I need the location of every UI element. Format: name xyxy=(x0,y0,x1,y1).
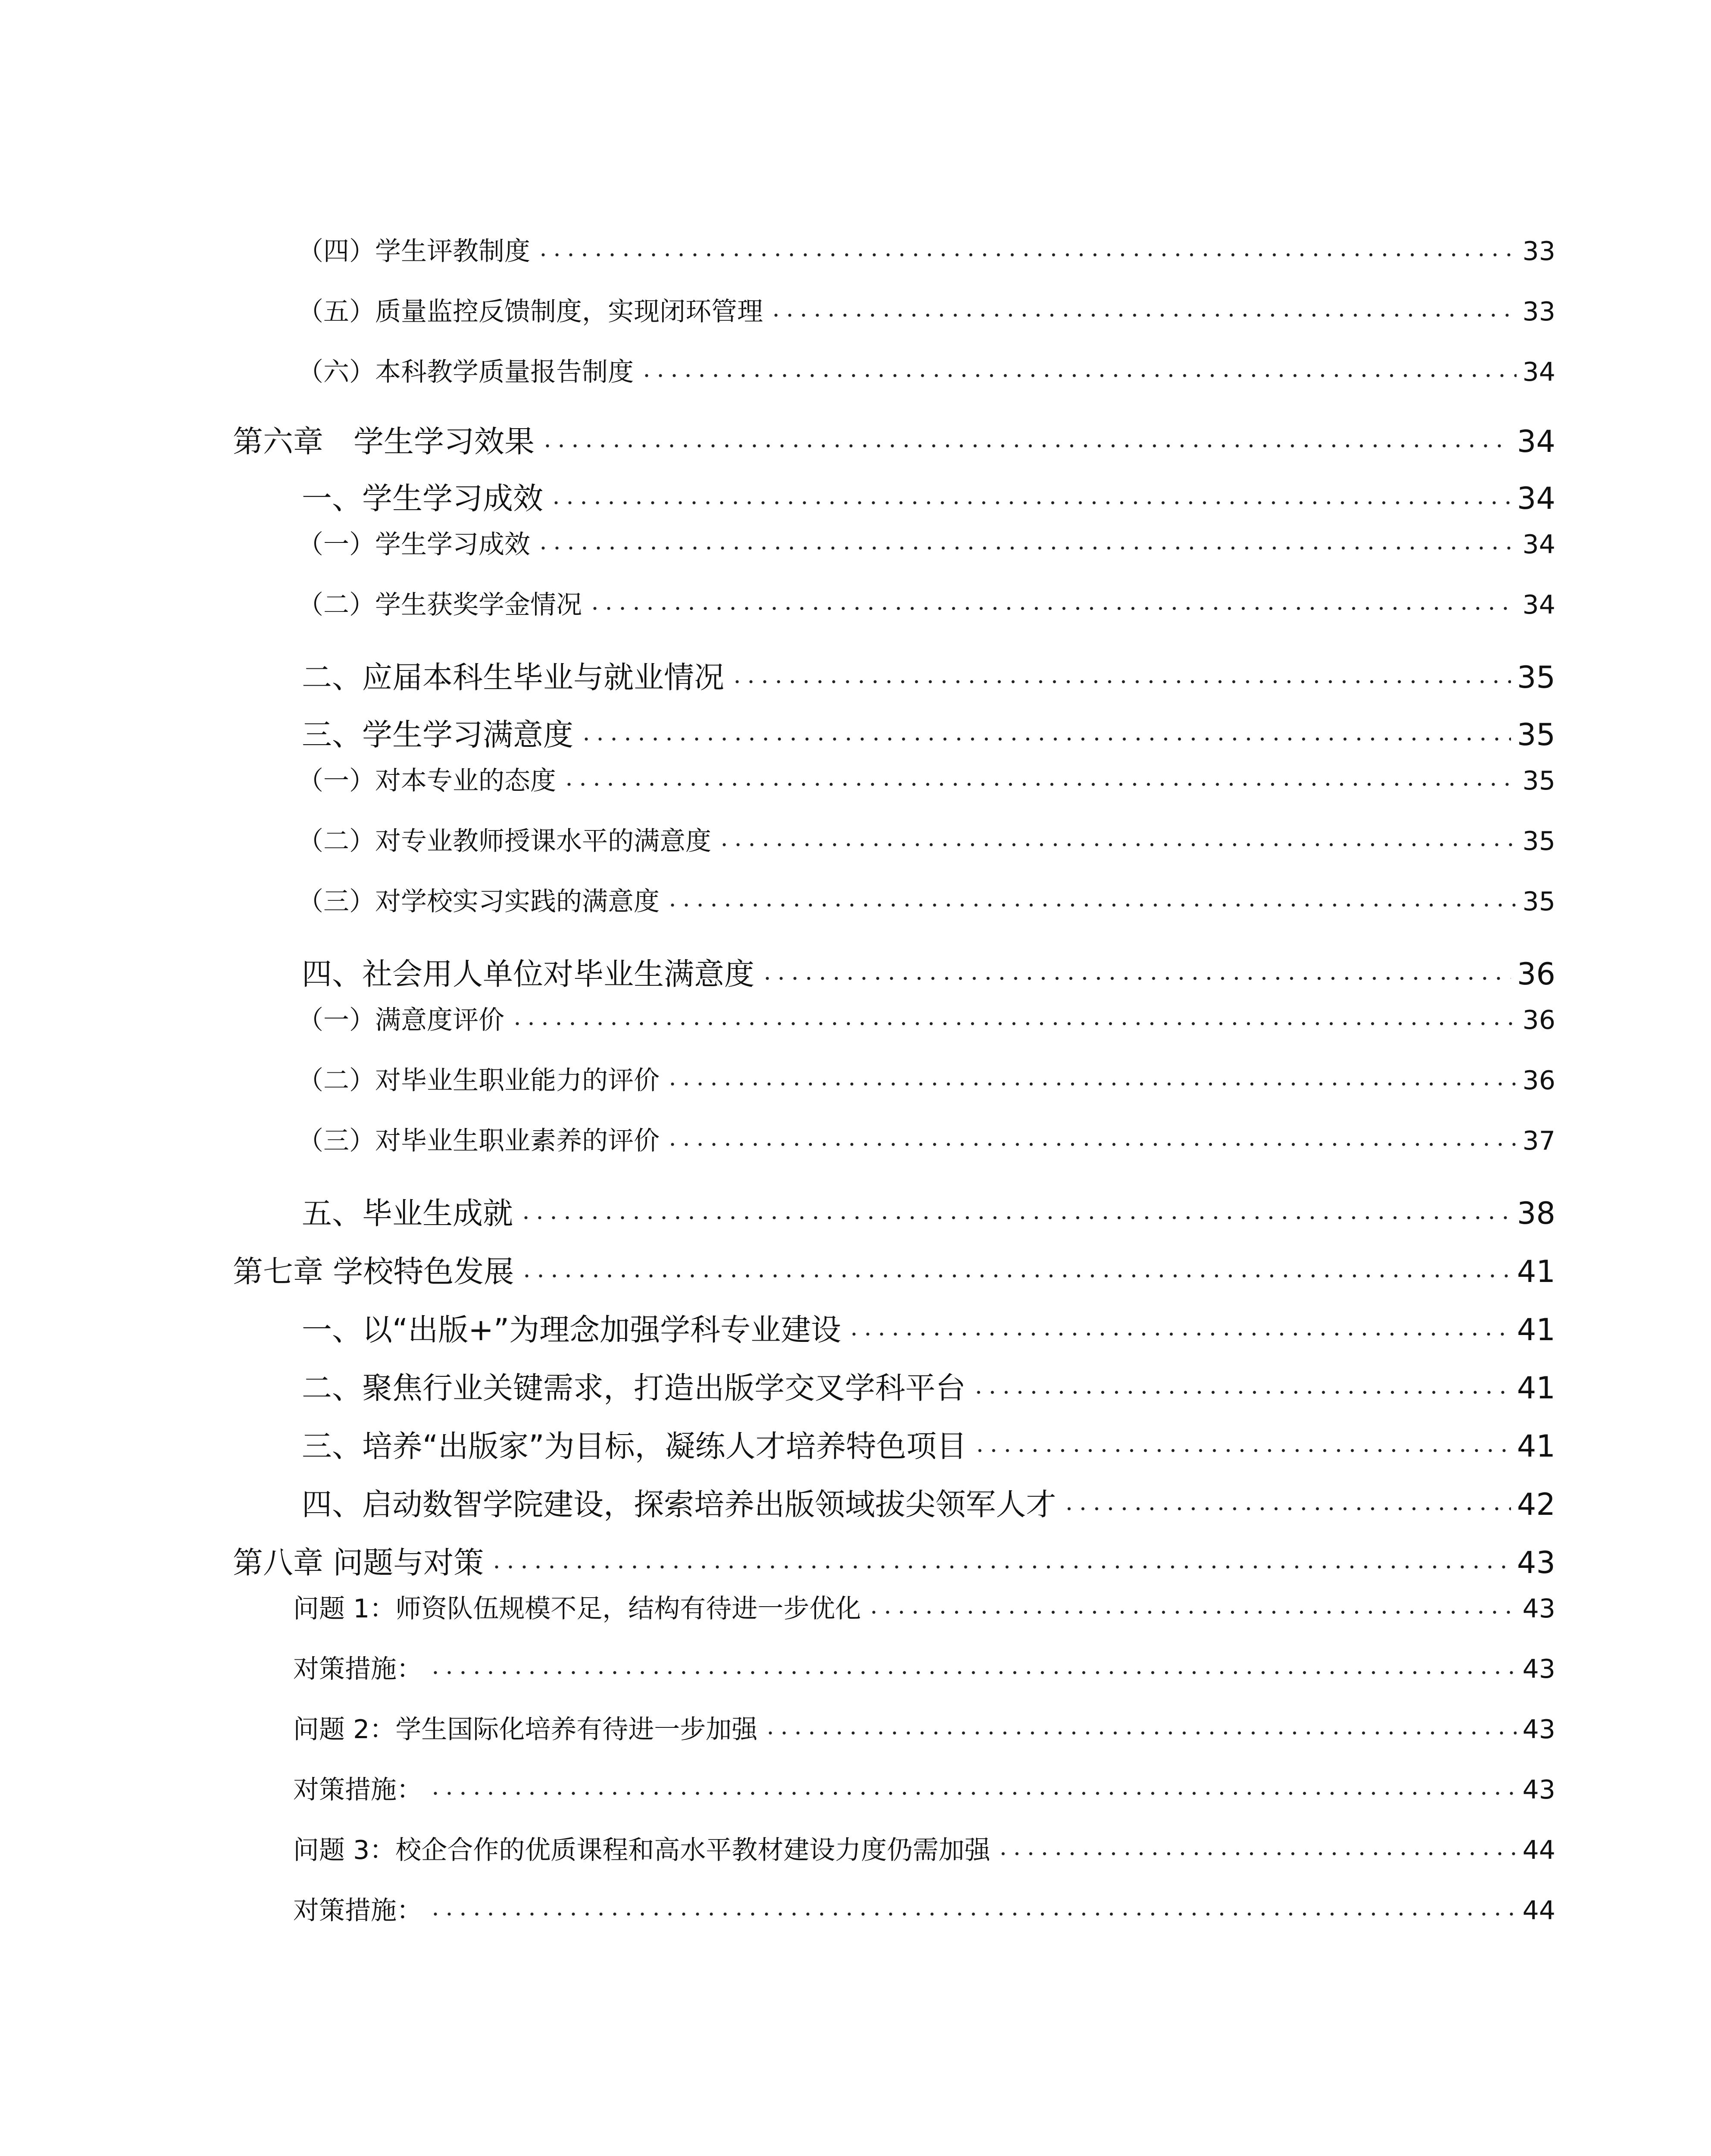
dot-leader xyxy=(763,1712,1516,1738)
toc-entry[interactable] xyxy=(302,1422,1555,1466)
toc-entry[interactable] xyxy=(293,1648,1555,1686)
toc-entry-page-number: 41 xyxy=(1517,1254,1555,1289)
toc-entry-page-number: 34 xyxy=(1522,357,1555,387)
toc-entry[interactable] xyxy=(302,711,1555,754)
toc-entry-title: 三、培养“出版家”为目标，凝练人才培养特色项目 xyxy=(302,1429,967,1464)
toc-entry[interactable] xyxy=(297,1000,1555,1037)
toc-entry-page-number: 36 xyxy=(1522,1065,1555,1096)
toc-entry-title: 二、聚焦行业关键需求，打造出版学交叉学科平台 xyxy=(302,1370,966,1406)
dot-leader xyxy=(536,527,1517,553)
dot-leader xyxy=(666,884,1517,910)
toc-entry-page-number: 35 xyxy=(1522,766,1555,796)
toc-entry[interactable] xyxy=(297,881,1555,918)
toc-entry[interactable] xyxy=(297,231,1555,268)
toc-entry-title: 二、应届本科生毕业与就业情况 xyxy=(302,660,724,695)
dot-leader xyxy=(666,1063,1517,1089)
dot-leader xyxy=(519,1194,1511,1224)
toc-entry-page-number: 43 xyxy=(1522,1775,1555,1805)
toc-entry[interactable] xyxy=(302,653,1555,697)
toc-entry-title: 第六章 学生学习效果 xyxy=(233,424,535,459)
dot-leader xyxy=(490,1543,1511,1573)
toc-entry-page-number: 34 xyxy=(1522,590,1555,620)
toc-entry[interactable] xyxy=(297,291,1555,328)
toc-entry[interactable] xyxy=(302,1480,1555,1524)
toc-entry[interactable] xyxy=(297,1060,1555,1097)
dot-leader xyxy=(867,1592,1516,1617)
toc-entry-title: 一、以“出版+”为理念加强学科专业建设 xyxy=(302,1312,841,1348)
toc-entry-title: （三）对毕业生职业素养的评价 xyxy=(297,1126,660,1156)
toc-entry-page-number: 33 xyxy=(1522,236,1555,266)
dot-leader xyxy=(541,422,1511,452)
toc-entry-title: （二）对毕业生职业能力的评价 xyxy=(297,1065,660,1096)
toc-entry-page-number: 41 xyxy=(1517,1370,1555,1406)
toc-entry[interactable] xyxy=(297,524,1555,561)
toc-entry-title: （一）对本专业的态度 xyxy=(297,766,556,796)
toc-entry-page-number: 43 xyxy=(1522,1594,1555,1624)
toc-entry-title: （一）学生学习成效 xyxy=(297,530,530,560)
toc-entry-page-number: 34 xyxy=(1517,424,1555,459)
toc-entry-page-number: 38 xyxy=(1517,1196,1555,1231)
toc-entry-title: 对策措施： xyxy=(293,1654,422,1684)
dot-leader xyxy=(549,479,1511,509)
toc-entry-title: 三、学生学习满意度 xyxy=(302,717,573,752)
dot-leader xyxy=(972,1368,1511,1398)
toc-entry-page-number: 34 xyxy=(1522,530,1555,560)
toc-entry-page-number: 43 xyxy=(1522,1654,1555,1684)
toc-entry-page-number: 35 xyxy=(1517,717,1555,752)
dot-leader xyxy=(536,234,1517,260)
dot-leader xyxy=(760,954,1511,984)
toc-entry[interactable] xyxy=(293,1830,1555,1867)
dot-leader xyxy=(973,1426,1511,1457)
toc-entry-title: （二）对专业教师授课水平的满意度 xyxy=(297,826,711,856)
toc-entry[interactable] xyxy=(293,1588,1555,1625)
toc-entry-page-number: 43 xyxy=(1522,1714,1555,1745)
toc-entry-page-number: 33 xyxy=(1522,297,1555,327)
toc-entry-page-number: 35 xyxy=(1522,826,1555,856)
dot-leader xyxy=(579,715,1511,745)
toc-entry-page-number: 36 xyxy=(1522,1005,1555,1035)
toc-entry-title: 第八章 问题与对策 xyxy=(233,1545,484,1580)
toc-entry-page-number: 37 xyxy=(1522,1126,1555,1156)
dot-leader xyxy=(510,1003,1517,1029)
toc-entry-page-number: 44 xyxy=(1522,1835,1555,1865)
toc-entry[interactable] xyxy=(297,584,1555,621)
toc-entry-page-number: 35 xyxy=(1517,660,1555,695)
toc-entry-title: 问题 1：师资队伍规模不足，结构有待进一步优化 xyxy=(293,1594,861,1624)
toc-entry[interactable] xyxy=(297,821,1555,858)
toc-entry-title: 四、启动数智学院建设，探索培养出版领域拔尖领军人才 xyxy=(302,1487,1056,1522)
dot-leader xyxy=(429,1893,1517,1919)
toc-entry-title: （二）学生获奖学金情况 xyxy=(297,590,582,620)
dot-leader xyxy=(429,1773,1517,1799)
toc-entry-page-number: 44 xyxy=(1522,1896,1555,1926)
toc-entry-title: 对策措施： xyxy=(293,1775,422,1805)
toc-entry[interactable] xyxy=(302,1364,1555,1407)
toc-entry[interactable] xyxy=(302,1306,1555,1349)
toc-entry-page-number: 34 xyxy=(1517,481,1555,516)
toc-entry-page-number: 36 xyxy=(1517,956,1555,992)
toc-entry-page-number: 35 xyxy=(1522,887,1555,917)
toc-entry[interactable] xyxy=(297,351,1555,389)
toc-entry[interactable] xyxy=(297,760,1555,797)
toc-entry-title: （三）对学校实习实践的满意度 xyxy=(297,887,660,917)
dot-leader xyxy=(520,1252,1511,1282)
dot-leader xyxy=(640,355,1517,381)
toc-entry-title: 第七章 学校特色发展 xyxy=(233,1254,514,1289)
toc-entry-title: 对策措施： xyxy=(293,1896,422,1926)
toc-entry-title: 问题 3：校企合作的优质课程和高水平教材建设力度仍需加强 xyxy=(293,1835,991,1865)
toc-entry[interactable] xyxy=(293,1769,1555,1806)
toc-entry-title: （六）本科教学质量报告制度 xyxy=(297,357,634,387)
toc-entry-page-number: 41 xyxy=(1517,1429,1555,1464)
dot-leader xyxy=(429,1652,1517,1678)
dot-leader xyxy=(717,824,1517,850)
toc-entry-title: （五）质量监控反馈制度，实现闭环管理 xyxy=(297,297,763,327)
dot-leader xyxy=(730,658,1511,688)
dot-leader xyxy=(666,1124,1517,1150)
toc-entry[interactable] xyxy=(233,1539,1555,1582)
toc-entry[interactable] xyxy=(293,1890,1555,1927)
toc-entry[interactable] xyxy=(302,950,1555,993)
toc-entry[interactable] xyxy=(233,417,1555,461)
toc-entry[interactable] xyxy=(302,1189,1555,1233)
dot-leader xyxy=(1062,1485,1511,1515)
toc-entry[interactable] xyxy=(293,1709,1555,1746)
toc-entry-title: 五、毕业生成就 xyxy=(302,1196,513,1231)
toc-entry-page-number: 43 xyxy=(1517,1545,1555,1580)
dot-leader xyxy=(996,1833,1516,1859)
toc-entry[interactable] xyxy=(233,1247,1555,1291)
toc-entry-title: 一、学生学习成效 xyxy=(302,481,543,516)
toc-entry[interactable] xyxy=(302,474,1555,518)
toc-entry-title: （一）满意度评价 xyxy=(297,1005,504,1035)
toc-entry-page-number: 41 xyxy=(1517,1312,1555,1348)
toc-entry-title: （四）学生评教制度 xyxy=(297,236,530,266)
dot-leader xyxy=(847,1310,1511,1340)
toc-entry[interactable] xyxy=(297,1120,1555,1157)
dot-leader xyxy=(769,295,1517,320)
dot-leader xyxy=(562,764,1517,790)
toc-entry-title: 问题 2：学生国际化培养有待进一步加强 xyxy=(293,1714,758,1745)
toc-entry-title: 四、社会用人单位对毕业生满意度 xyxy=(302,956,754,992)
toc-entry-page-number: 42 xyxy=(1517,1487,1555,1522)
dot-leader xyxy=(588,588,1517,614)
